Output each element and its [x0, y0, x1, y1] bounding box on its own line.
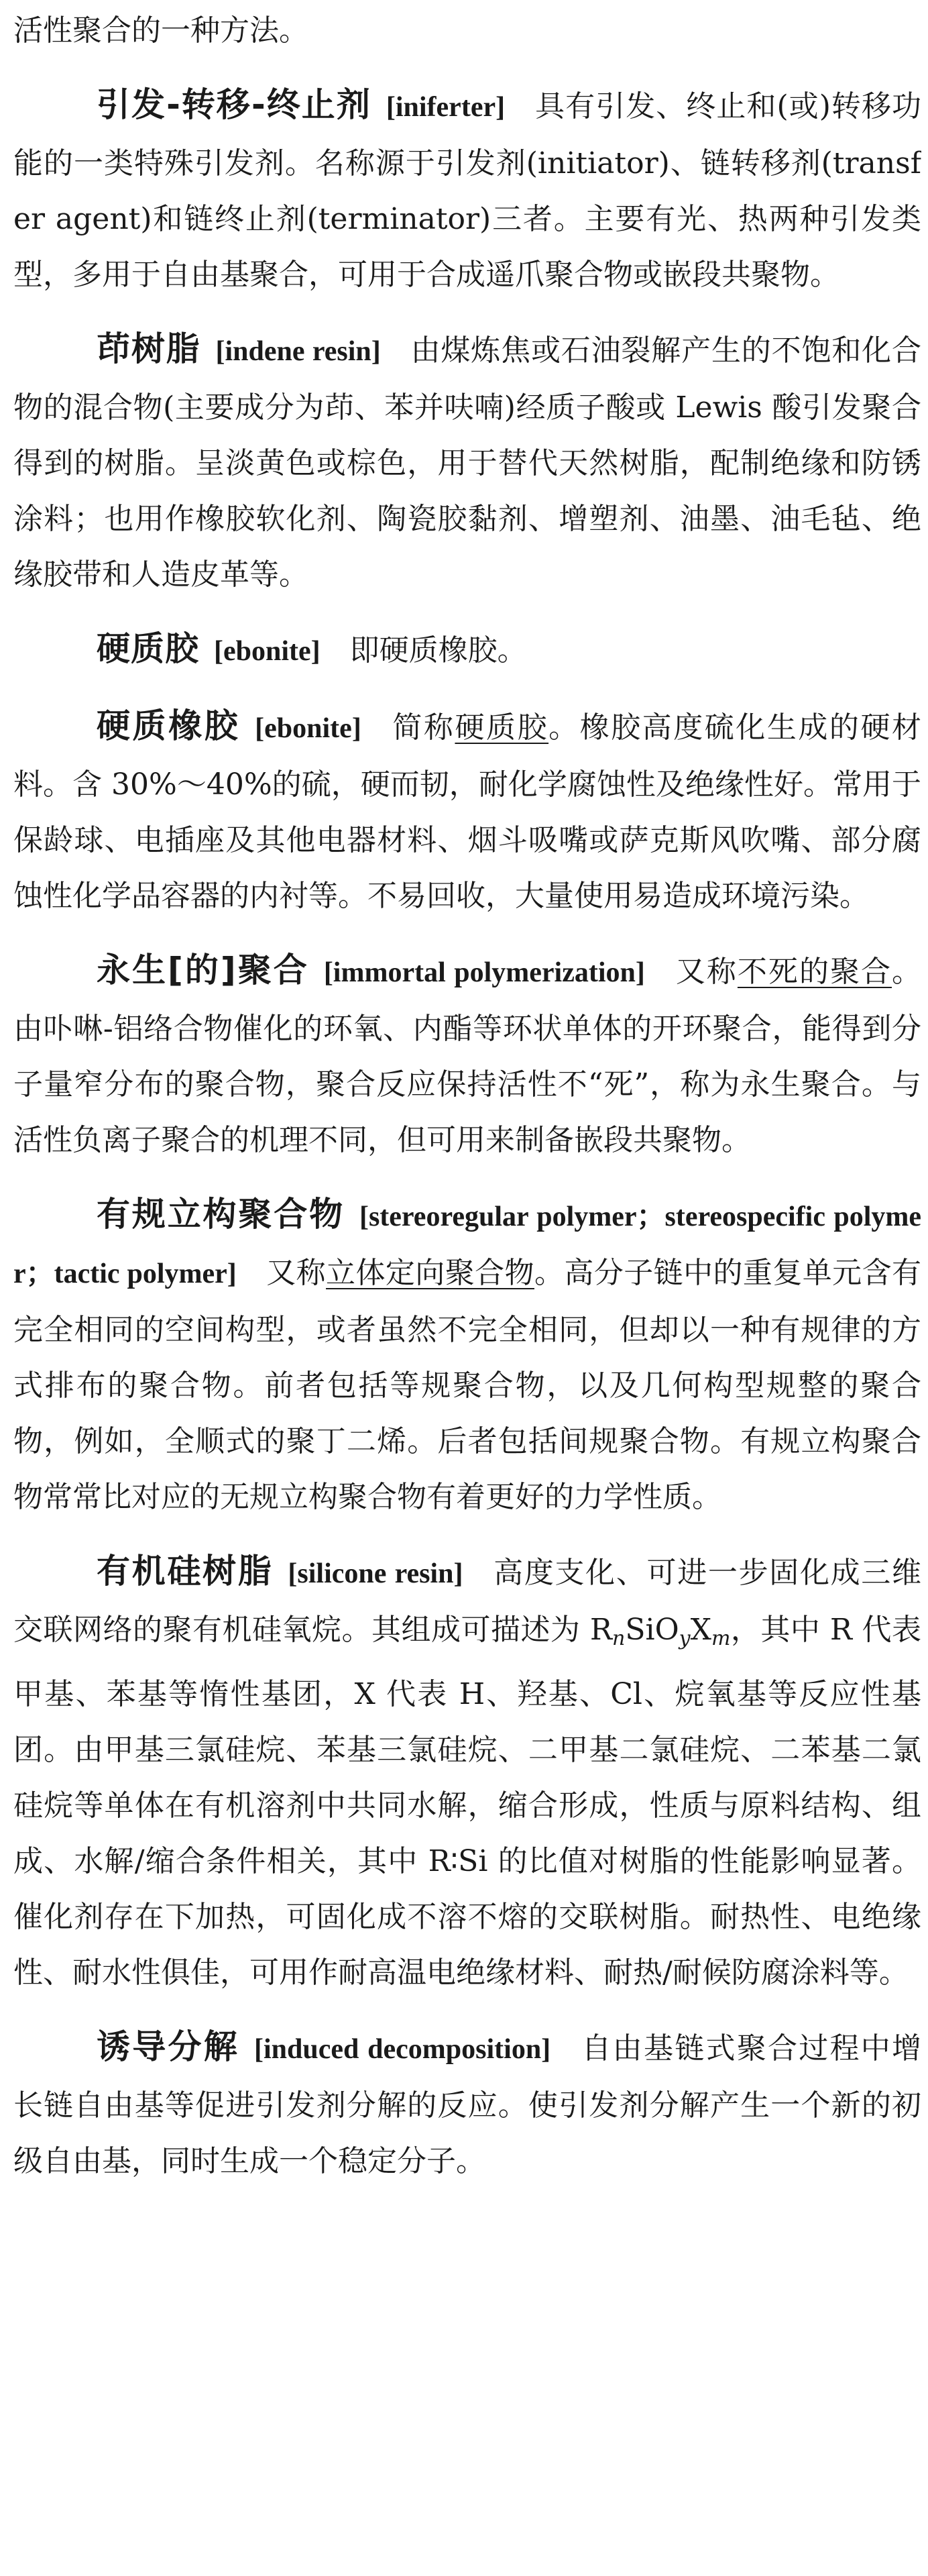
- dictionary-entry: [13, 77, 921, 303]
- entry-english-term: [immortal polymerization]: [323, 957, 645, 988]
- definition-text: SiO: [625, 1613, 679, 1647]
- entry-term: 硬质胶: [97, 629, 199, 668]
- cross-reference-term: 不死的聚合: [737, 955, 892, 989]
- entry-english-term: [stereoregular polymer；stereospecific polymer；tactic polymer]: [13, 1201, 921, 1289]
- entry-term: 硬质橡胶: [97, 706, 241, 745]
- entry-term: 永生[的]聚合: [97, 951, 309, 989]
- definition-text: 高度支化、可进一步固化成三维交联网络的聚有机硅氧烷。其组成可描述为 R: [13, 1556, 921, 1647]
- continued-paragraph: 活性聚合的一种方法。: [13, 13, 308, 48]
- entry-paragraph: [13, 2019, 921, 2189]
- entry-term: 茚树脂: [97, 329, 201, 368]
- dictionary-entry: [13, 2019, 921, 2189]
- entry-paragraph: [13, 943, 921, 1168]
- definition-text: 。由卟啉-铝络合物催化的环氧、内酯等环状单体的开环聚合，能得到分子量窄分布的聚合物，聚合反应保持活性不“死”，称为永生聚合。与活性负离子聚合的机理不同，但可用来制备嵌段共聚物。: [13, 955, 921, 1157]
- entry-paragraph: [13, 698, 921, 924]
- dictionary-entry: [13, 943, 921, 1168]
- dictionary-entry: [13, 321, 921, 602]
- entry-paragraph: [13, 1544, 921, 2000]
- dictionary-entry: [13, 1187, 921, 1525]
- entry-english-term: [iniferter]: [386, 92, 506, 123]
- definition-text: 由煤炼焦或石油裂解产生的不饱和化合物的混合物(主要成分为茚、苯并呋喃)经质子酸或 Lewis 酸引发聚合得到的树脂。呈淡黄色或棕色，用于替代天然树脂，配制绝缘和防锈涂料；也用作橡胶软化剂、陶瓷胶黏剂、增塑剂、油墨、油毛毡、绝缘胶带和人造皮革等。: [13, 333, 921, 592]
- entry-term: 诱导分解: [97, 2027, 240, 2066]
- entry-english-term: [silicone resin]: [288, 1558, 463, 1589]
- definition-text: 又称: [266, 1256, 327, 1290]
- dictionary-entry: [13, 1544, 921, 2000]
- formula-subscript: y: [679, 1627, 691, 1650]
- definition-text: 自由基链式聚合过程中增长链自由基等促进引发剂分解的反应。使引发剂分解产生一个新的初级自由基，同时生成一个稳定分子。: [13, 2031, 921, 2178]
- definition-text: 即硬质橡胶。: [349, 633, 527, 667]
- entry-paragraph: [13, 321, 921, 602]
- entry-term: 引发-转移-终止剂: [97, 85, 371, 124]
- entry-term: 有机硅树脂: [97, 1552, 274, 1591]
- entry-english-term: [induced decomposition]: [254, 2034, 551, 2065]
- formula-subscript: m: [711, 1627, 731, 1650]
- entry-list: [13, 77, 921, 2189]
- definition-text: 。高分子链中的重复单元含有完全相同的空间构型，或者虽然不完全相同，但却以一种有规律的方式排布的聚合物。前者包括等规聚合物，以及几何构型规整的聚合物，例如，全顺式的聚丁二烯。后者包括间规聚合物。有规立构聚合物常常比对应的无规立构聚合物有着更好的力学性质。: [13, 1256, 921, 1514]
- definition-text: 简称: [390, 710, 455, 745]
- dictionary-entry: [13, 698, 921, 924]
- definition-text: 具有引发、终止和(或)转移功能的一类特殊引发剂。名称源于引发剂(initiator)、链转移剂(transfer agent)和链终止剂(terminator)三者。主要有光、热两种引发类型，多用于自由基聚合，可用于合成遥爪聚合物或嵌段共聚物。: [13, 89, 921, 292]
- definition-text: X: [690, 1613, 711, 1647]
- entry-english-term: [ebonite]: [214, 636, 321, 667]
- dictionary-page: [13, 0, 921, 2576]
- entry-english-term: [indene resin]: [215, 336, 381, 367]
- entry-paragraph: [13, 1187, 921, 1525]
- cross-reference-term: 硬质胶: [455, 710, 549, 745]
- definition-text: 又称: [674, 955, 738, 989]
- entry-term: 有规立构聚合物: [97, 1195, 345, 1234]
- definition-text: 。橡胶高度硫化生成的硬材料。含 30%～40%的硫，硬而韧，耐化学腐蚀性及绝缘性好。常用于保龄球、电插座及其他电器材料、烟斗吸嘴或萨克斯风吹嘴、部分腐蚀性化学品容器的内衬等。不易回收，大量使用易造成环境污染。: [13, 710, 921, 913]
- definition-text: ，其中 R 代表甲基、苯基等惰性基团，X 代表 H、羟基、Cl、烷氧基等反应性基团。由甲基三氯硅烷、苯基三氯硅烷、二甲基二氯硅烷、二苯基二氯硅烷等单体在有机溶剂中共同水解，缩合形成，性质与原料结构、组成、水解/缩合条件相关，其中 R∶Si 的比值对树脂的性能影响显著。催化剂存在下加热，可固化成不溶不熔的交联树脂。耐热性、电绝缘性、耐水性俱佳，可用作耐高温电绝缘材料、耐热/耐候防腐涂料等。: [13, 1613, 921, 1990]
- formula-subscript: n: [612, 1627, 626, 1650]
- dictionary-entry: [13, 621, 921, 680]
- entry-english-term: [ebonite]: [255, 713, 361, 744]
- entry-paragraph: [13, 621, 921, 680]
- entry-paragraph: [13, 77, 921, 303]
- cross-reference-term: 立体定向聚合物: [326, 1256, 534, 1290]
